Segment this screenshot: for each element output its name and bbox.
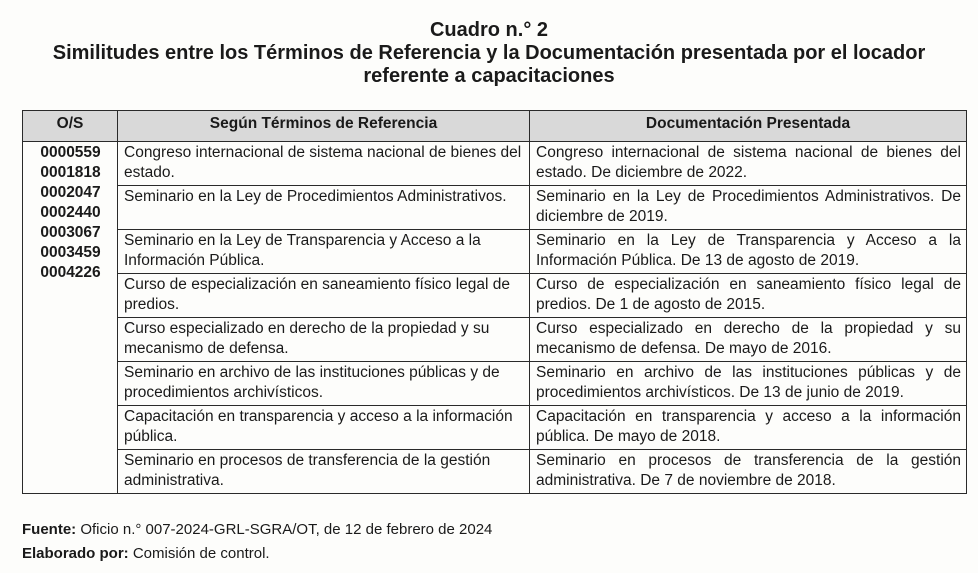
doc-cell: Seminario en archivo de las instituciones públicas y de procedimientos archivísticos. De 13 de junio de 2019. [530, 362, 967, 406]
table-subtitle-line1: Similitudes entre los Términos de Referencia y la Documentación presentada por el locador [52, 42, 926, 64]
ref-cell: Seminario en procesos de transferencia de la gestión administrativa. [118, 450, 530, 494]
doc-cell: Curso especializado en derecho de la propiedad y su mecanismo de defensa. De mayo de 2016. [530, 318, 967, 362]
footer-notes [22, 518, 492, 566]
ref-cell: Seminario en la Ley de Transparencia y Acceso a la Información Pública. [118, 230, 530, 274]
doc-cell: Seminario en la Ley de Transparencia y Acceso a la Información Pública. De 13 de agosto de 2019. [530, 230, 967, 274]
os-number: 0003067 [40, 224, 101, 241]
table-title: Cuadro n.° 2 [429, 19, 548, 41]
header-row [23, 111, 967, 142]
comparison-table [22, 110, 967, 494]
elaborado-label: Elaborado por: [22, 545, 129, 562]
ref-cell: Curso de especialización en saneamiento físico legal de predios. [118, 274, 530, 318]
fuente-label: Fuente: [22, 521, 77, 538]
title-block [0, 18, 978, 88]
fuente-line [22, 518, 492, 542]
os-number: 0002047 [40, 184, 101, 201]
os-number: 0003459 [40, 244, 101, 261]
os-number: 0001818 [40, 164, 101, 181]
elaborado-line [22, 542, 492, 566]
doc-cell: Seminario en la Ley de Procedimientos Administrativos. De diciembre de 2019. [530, 186, 967, 230]
doc-cell: Seminario en procesos de transferencia de la gestión administrativa. De 7 de noviembre de 2018. [530, 450, 967, 494]
elaborado-text: Comisión de control. [132, 545, 270, 562]
table-row [23, 318, 967, 362]
ref-cell: Seminario en archivo de las instituciones públicas y de procedimientos archivísticos. [118, 362, 530, 406]
table-row [23, 142, 967, 186]
os-numbers-cell [23, 142, 118, 494]
table-row [23, 274, 967, 318]
header-terminos: Según Términos de Referencia [118, 111, 530, 142]
doc-cell: Capacitación en transparencia y acceso a la información pública. De mayo de 2018. [530, 406, 967, 450]
os-number: 0002440 [40, 204, 101, 221]
table-row [23, 230, 967, 274]
table-row [23, 186, 967, 230]
doc-cell: Congreso internacional de sistema nacional de bienes del estado. De diciembre de 2022. [530, 142, 967, 186]
doc-cell: Curso de especialización en saneamiento físico legal de predios. De 1 de agosto de 2015. [530, 274, 967, 318]
fuente-text: Oficio n.° 007-2024-GRL-SGRA/OT, de 12 de febrero de 2024 [80, 521, 493, 538]
table-subtitle-line2: referente a capacitaciones [363, 65, 615, 87]
header-documentacion: Documentación Presentada [530, 111, 967, 142]
table-row [23, 362, 967, 406]
os-number: 0000559 [40, 144, 101, 161]
ref-cell: Capacitación en transparencia y acceso a la información pública. [118, 406, 530, 450]
table-body [23, 142, 967, 494]
header-os: O/S [23, 111, 118, 142]
table-row [23, 450, 967, 494]
ref-cell: Congreso internacional de sistema nacional de bienes del estado. [118, 142, 530, 186]
ref-cell: Seminario en la Ley de Procedimientos Administrativos. [118, 186, 530, 230]
os-number: 0004226 [40, 264, 101, 281]
ref-cell: Curso especializado en derecho de la propiedad y su mecanismo de defensa. [118, 318, 530, 362]
table-row [23, 406, 967, 450]
